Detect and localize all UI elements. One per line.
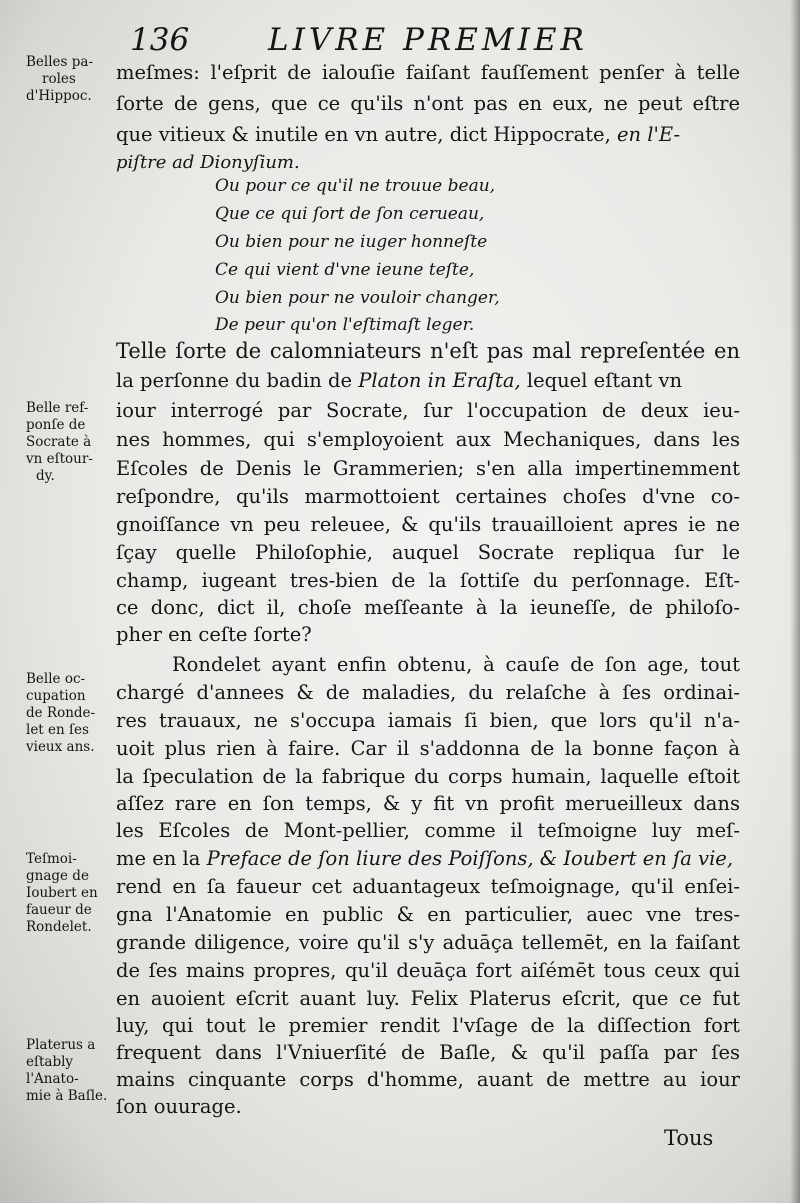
text-line: de ſes mains propres, qu'il deuāça fort aiſémēt tous ceux qui xyxy=(116,959,740,982)
text-line: luy, qui tout le premier rendit l'vſage de la diſſection fort xyxy=(116,1014,740,1037)
text-line: me en la Preface de ſon liure des Poiſſons, & Ioubert en ſa vie, xyxy=(116,847,734,870)
text-line: que vitieux & inutile en vn autre, dict Hippocrate, en l'E- xyxy=(116,123,681,146)
text-line: grande diligence, voire qu'il s'y aduāça tellemēt, en la faiſant xyxy=(116,931,740,954)
text-line: champ, iugeant tres-bien de la ſottiſe du perſonnage. Eſt- xyxy=(116,569,740,592)
text-line: aſſez rare en ſon temps, & y fit vn profit merueilleux dans xyxy=(116,792,740,815)
margin-note-socrate: Belle ref- ponſe de Socrate à vn eſtour- dy. xyxy=(26,400,93,484)
text-line: en auoient eſcrit auant luy. Felix Platerus eſcrit, que ce fut xyxy=(116,987,740,1010)
margin-note-rondelet: Belle oc- cupation de Ronde- let en ſes vieux ans. xyxy=(26,671,96,755)
text-line: frequent dans l'Vniuerſité de Baſle, & qu'il paſſa par ſes xyxy=(116,1041,740,1064)
text-line: reſpondre, qu'ils marmottoient certaines choſes d'vne co- xyxy=(116,485,740,508)
text-line: meſmes: l'eſprit de ialouſie faiſant fauſſement penſer à telle xyxy=(116,61,740,84)
running-title: LIVRE PREMIER xyxy=(268,22,588,58)
text-line: ſçay quelle Philoſophie, auquel Socrate repliqua ſur le xyxy=(116,541,740,564)
text-line: Rondelet ayant enfin obtenu, à cauſe de ſon age, tout xyxy=(172,653,740,676)
verse-line: De peur qu'on l'eſtimaſt leger. xyxy=(215,315,475,335)
text-line: Telle ſorte de calomniateurs n'eſt pas mal repreſentée en xyxy=(116,339,740,363)
text-line: piſtre ad Dionyſium. xyxy=(116,152,300,173)
text-line: iour interrogé par Socrate, ſur l'occupation de deux ieu- xyxy=(116,399,740,422)
margin-note-ioubert: Teſmoi- gnage de Ioubert en faueur de Rondelet. xyxy=(26,851,98,935)
text-line: ce donc, dict il, choſe meſſeante à la ieuneſſe, de philoſo- xyxy=(116,596,740,619)
verse-line: Ou pour ce qu'il ne trouue beau, xyxy=(215,176,496,196)
text-line: la ſpeculation de la fabrique du corps humain, laquelle eſtoit xyxy=(116,765,740,788)
catchword: Tous xyxy=(664,1126,714,1150)
verse-line: Ou bien pour ne iuger honneſte xyxy=(215,232,488,252)
text-line: ſorte de gens, que ce qu'ils n'ont pas en eux, ne peut eſtre xyxy=(116,92,740,115)
text-line: Eſcoles de Denis le Grammerien; s'en alla impertinemment xyxy=(116,457,740,480)
margin-note-hippocrate: Belles pa- roles d'Hippoc. xyxy=(26,54,94,104)
text-line: gna l'Anatomie en public & en particulier, auec vne tres- xyxy=(116,903,740,926)
page-number: 136 xyxy=(130,22,190,58)
verse-line: Ce qui vient d'vne ieune teſte, xyxy=(215,260,475,280)
text-line: chargé d'annees & de maladies, du relaſche à ſes ordinai- xyxy=(116,681,740,704)
text-line: la perſonne du badin de Platon in Eraſta, lequel eſtant vn xyxy=(116,369,683,392)
text-line: gnoiſſance vn peu releuee, & qu'ils trauailloient apres ie ne xyxy=(116,513,740,536)
text-line: uoit plus rien à faire. Car il s'addonna de la bonne façon à xyxy=(116,737,740,760)
text-line: mains cinquante corps d'homme, auant de mettre au iour xyxy=(116,1068,740,1091)
verse-line: Que ce qui ſort de ſon cerueau, xyxy=(215,204,485,224)
text-line: rend en ſa faueur cet aduantageux teſmoignage, qu'il enſei- xyxy=(116,875,740,898)
text-line: nes hommes, qui s'employoient aux Mechaniques, dans les xyxy=(116,428,740,451)
text-line: les Eſcoles de Mont-pellier, comme il teſmoigne luy meſ- xyxy=(116,819,740,842)
text-line: res trauaux, ne s'occupa iamais ſi bien, que lors qu'il n'a- xyxy=(116,709,740,732)
text-line: pher en ceſte ſorte? xyxy=(116,623,312,646)
text-line: ſon ouurage. xyxy=(116,1095,242,1118)
verse-line: Ou bien pour ne vouloir changer, xyxy=(215,288,500,308)
margin-note-platerus: Platerus a eſtably l'Anato- mie à Baſle. xyxy=(26,1037,108,1104)
